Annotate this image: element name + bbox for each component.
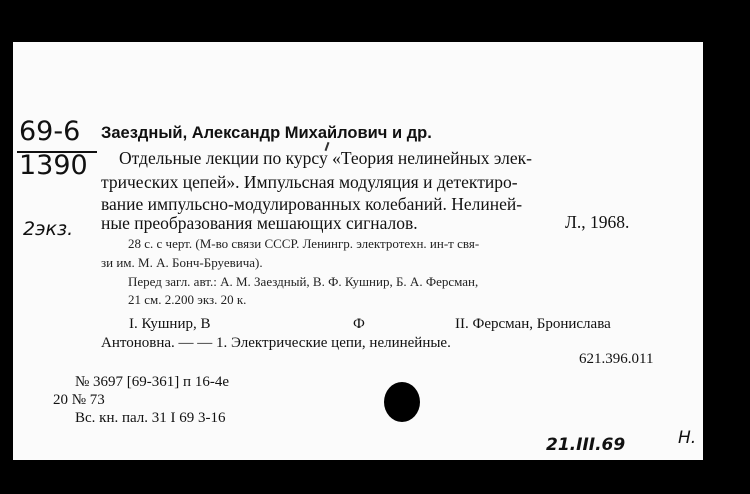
handwritten-corner: Н. bbox=[678, 428, 697, 448]
tracing-part-3: II. Ферсман, Бронислава bbox=[455, 316, 611, 332]
shelf-mark-bottom: 1390 bbox=[19, 150, 88, 181]
imprint-place-year: Л., 1968. bbox=[565, 212, 630, 232]
ink-blot bbox=[384, 382, 420, 422]
catalog-card bbox=[13, 42, 699, 460]
registry-line-2: 20 № 73 bbox=[53, 392, 105, 408]
shelf-mark-top: 69-6 bbox=[19, 116, 81, 147]
imprint-line-4: 21 см. 2.200 экз. 20 к. bbox=[128, 292, 247, 307]
copies-note: 2экз. bbox=[23, 218, 74, 240]
tracing-part-1: I. Кушнир, В bbox=[129, 316, 211, 332]
registry-line-1: № 3697 [69-361] п 16-4е bbox=[75, 374, 229, 390]
tracing-part-2: Ф bbox=[353, 316, 365, 332]
title-line-2: трических цепей». Импульсная модуляция и детектиро- bbox=[101, 172, 518, 192]
udc-classification: 621.396.011 bbox=[579, 351, 654, 367]
tracing-line-2: Антоновна. — — 1. Электрические цепи, нелинейные. bbox=[101, 335, 451, 351]
registry-line-3: Вс. кн. пал. 31 I 69 3-16 bbox=[75, 410, 226, 426]
title-line-1: Отдельные лекции по курсу «Теория нелинейных элек- bbox=[119, 148, 532, 168]
title-line-4: ные преобразования мешающих сигналов. bbox=[101, 213, 418, 233]
imprint-line-1: 28 с. с черт. (М-во связи СССР. Ленингр. электротехн. ин-т свя- bbox=[128, 236, 480, 251]
card-edge bbox=[699, 42, 703, 460]
imprint-line-3: Перед загл. авт.: А. М. Заездный, В. Ф. Кушнир, Б. А. Ферсман, bbox=[128, 274, 479, 289]
author-heading: Заездный, Александр Михайлович и др. bbox=[101, 124, 432, 142]
imprint-line-2: зи им. М. А. Бонч-Бруевича). bbox=[101, 255, 263, 270]
title-line-3: вание импульсно-модулированных колебаний. Нелиней- bbox=[101, 194, 523, 214]
handwritten-date: 21.III.69 bbox=[546, 435, 626, 455]
